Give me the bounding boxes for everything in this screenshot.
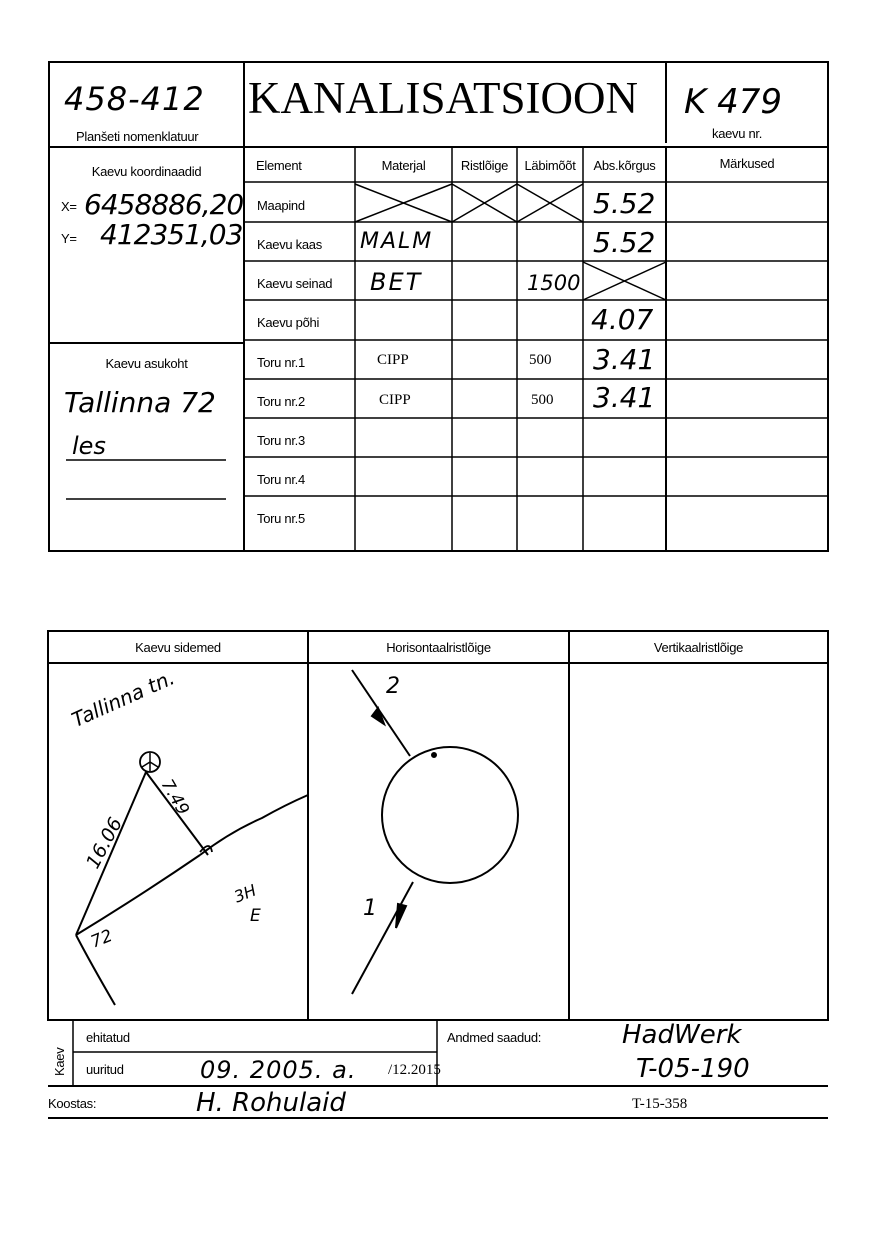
table-row: Toru nr.2 — [257, 394, 305, 409]
cell-material: BET — [370, 268, 423, 296]
coordinates-label: Kaevu koordinaadid — [91, 164, 202, 179]
coord-x-value: 6458886,20 — [84, 188, 244, 221]
table-row: Toru nr.3 — [257, 433, 305, 448]
data-code: T-05-190 — [636, 1054, 750, 1084]
building-label-e: E — [250, 906, 261, 926]
nomenclature-value: 458-412 — [64, 80, 205, 118]
data-received-label: Andmed saadud: — [447, 1030, 542, 1045]
compiled-by: H. Rohulaid — [196, 1088, 346, 1118]
location-line1: Tallinna 72 — [64, 386, 216, 419]
cell-abs-height: 5.52 — [593, 226, 656, 259]
location-label: Kaevu asukoht — [105, 356, 188, 371]
table-row: Toru nr.1 — [257, 355, 305, 370]
surveyed-date-2: /12.2015 — [388, 1062, 441, 1078]
col-header-cross-section: Ristlõige — [460, 158, 509, 173]
cell-diameter: 500 — [531, 392, 554, 408]
street-label: Tallinna tn. — [68, 665, 179, 732]
cell-material: CIPP — [379, 392, 411, 408]
table-row: Maapind — [257, 198, 305, 213]
cell-abs-height: 3.41 — [593, 343, 656, 376]
distance-label-a: 16.06 — [82, 813, 127, 873]
well-label: Kaev — [52, 1047, 67, 1076]
building-label: 3H — [231, 880, 259, 907]
horizontal-section — [352, 670, 518, 994]
header-well-connections: Kaevu sidemed — [135, 640, 221, 655]
pipe-in-label: 2 — [386, 674, 400, 699]
cell-diameter: 1500 — [527, 271, 581, 295]
table-row: Kaevu kaas — [257, 237, 322, 252]
pipe-out-label: 1 — [363, 896, 377, 921]
surveyed-label: uuritud — [86, 1062, 124, 1077]
table-row: Kaevu põhi — [257, 315, 320, 330]
nomenclature-label: Planšeti nomenklatuur — [76, 129, 199, 144]
col-header-material: Materjal — [381, 158, 426, 173]
table-row: Kaevu seinad — [257, 276, 333, 291]
coord-y-label: Y= — [61, 231, 77, 246]
col-header-notes: Märkused — [719, 156, 775, 171]
table-row: Toru nr.4 — [257, 472, 305, 487]
document-code: T-15-358 — [632, 1096, 688, 1112]
well-number: K 479 — [684, 82, 782, 122]
built-label: ehitatud — [86, 1030, 130, 1045]
cell-abs-height: 3.41 — [593, 381, 656, 414]
data-source: HadWerk — [622, 1020, 742, 1050]
well-number-label: kaevu nr. — [712, 126, 763, 141]
header-vertical-section: Vertikaalristlõige — [653, 640, 744, 655]
surveyed-date: 09. 2005. a. — [200, 1056, 357, 1084]
col-header-element: Element — [256, 158, 302, 173]
house-number-label: 72 — [88, 925, 116, 953]
cell-material: CIPP — [377, 352, 409, 368]
coord-y-value: 412351,03 — [100, 218, 243, 251]
table-row: Toru nr.5 — [257, 511, 305, 526]
cell-abs-height: 5.52 — [593, 187, 656, 220]
col-header-diameter: Läbimõõt — [524, 158, 576, 173]
header-horizontal-section: Horisontaalristlõige — [386, 640, 491, 655]
cell-abs-height: 4.07 — [591, 303, 654, 336]
col-header-abs-height: Abs.kõrgus — [593, 158, 656, 173]
coord-x-label: X= — [61, 199, 77, 214]
sketch-area — [0, 600, 874, 1130]
location-line2: les — [72, 432, 106, 460]
site-sketch — [76, 752, 308, 1005]
distance-label-b: 7.49 — [156, 776, 193, 819]
cell-diameter: 500 — [529, 352, 552, 368]
cell-material: MALM — [360, 229, 434, 254]
page-title: KANALISATSIOON — [248, 73, 638, 123]
compiled-label: Koostas: — [48, 1096, 97, 1111]
